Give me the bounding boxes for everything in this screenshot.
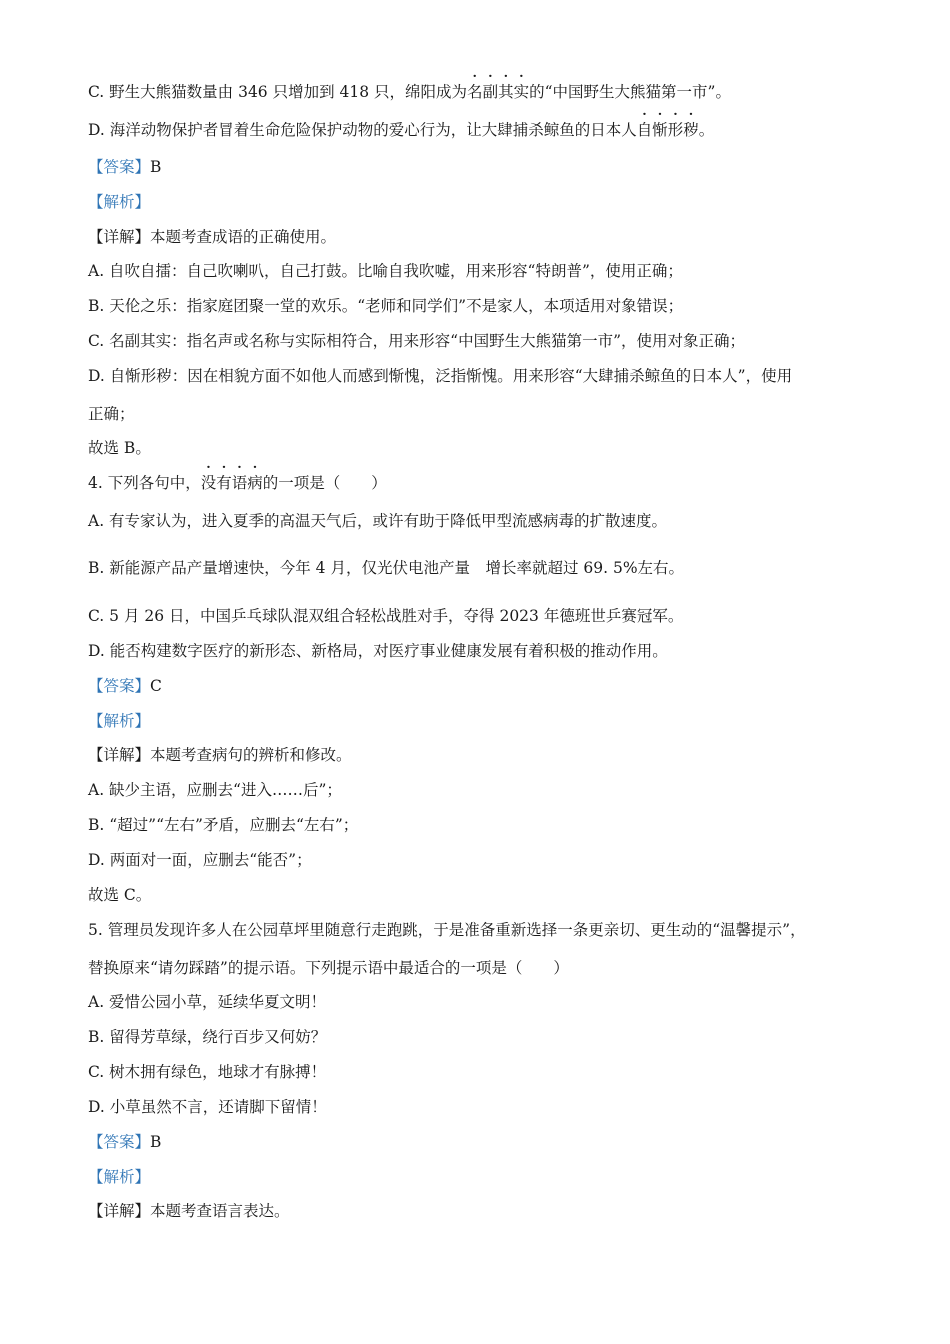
option-line: A. 爱惜公园小草，延续华夏文明！: [88, 993, 327, 1011]
detail-line: 正确；: [88, 405, 135, 423]
dotted-char: 实: [513, 83, 530, 101]
detail-heading: 【详解】本题考查语言表达。: [88, 1202, 290, 1220]
detail-line: A. 自吹自擂：自己吹喇叭，自己打鼓。比喻自我吹嘘，用来形容“特朗普”，使用正确；: [88, 262, 683, 280]
option-line: C. 树木拥有绿色，地球才有脉搏！: [88, 1063, 327, 1081]
option-line: A. 有专家认为，进入夏季的高温天气后，或许有助于降低甲型流感病毒的扩散速度。: [88, 512, 668, 530]
option-line: D. 小草虽然不言，还请脚下留情！: [88, 1098, 327, 1116]
option-d-line: D. 海洋动物保护者冒着生命危险保护动物的爱心行为，让大肆捕杀鲸鱼的日本人自惭形秽。: [88, 121, 715, 139]
option-line: B. 新能源产品产量增速快，今年 4 月，仅光伏电池产量 增长率就超过 69. 5%左右。: [88, 559, 685, 577]
dotted-char: 没: [200, 474, 217, 492]
option-line: C. 5 月 26 日，中国乒乓球队混双组合轻松战胜对手，夺得 2023 年德班世乒赛冠军。: [88, 607, 684, 625]
answer-label: 【答案】C: [88, 677, 162, 695]
question-4: 4. 下列各句中，没有语病的一项是（ ）: [88, 474, 387, 492]
dotted-emphasis: [637, 121, 699, 139]
dotted-char: 惭: [652, 121, 668, 139]
option-line: B. 留得芳草绿，绕行百步又何妨？: [88, 1028, 327, 1046]
detail-line: A. 缺少主语，应删去“进入……后”；: [88, 781, 342, 799]
dotted-emphasis: [467, 83, 529, 101]
dotted-emphasis: [201, 474, 263, 492]
conclusion-line: 故选 C。: [88, 886, 152, 904]
option-c-line: C. 野生大熊猫数量由 346 只增加到 418 只，绵阳成为名副其实的“中国野生大熊猫第一市”。: [88, 83, 731, 101]
answer-label: 【答案】B: [88, 158, 162, 176]
detail-line: B. “超过”“左右”矛盾，应删去“左右”；: [88, 816, 359, 834]
answer-label: 【答案】B: [88, 1133, 162, 1151]
dotted-char: 其: [498, 83, 514, 101]
dotted-char: 有: [216, 474, 232, 492]
detail-line: D. 两面对一面，应删去“能否”；: [88, 851, 312, 869]
dotted-char: 副: [482, 83, 499, 101]
dotted-char: 病: [247, 474, 263, 492]
conclusion-line: 故选 B。: [88, 439, 151, 457]
dotted-char: 自: [636, 121, 653, 139]
detail-line: C. 名副其实：指名声或名称与实际相符合，用来形容“中国野生大熊猫第一市”，使用对象正确；: [88, 332, 746, 350]
detail-heading: 【详解】本题考查成语的正确使用。: [88, 228, 337, 246]
analysis-label: 【解析】: [88, 193, 151, 211]
analysis-label: 【解析】: [88, 1168, 151, 1186]
dotted-char: 语: [231, 474, 248, 492]
option-line: D. 能否构建数字医疗的新形态、新格局，对医疗事业健康发展有着积极的推动作用。: [88, 642, 668, 660]
question-5-cont: 替换原来“请勿踩踏”的提示语。下列提示语中最适合的一项是（ ）: [88, 959, 569, 977]
detail-line: B. 天伦之乐：指家庭团聚一堂的欢乐。“老师和同学们”不是家人，本项适用对象错误；: [88, 297, 684, 315]
dotted-char: 形: [667, 121, 684, 139]
analysis-label: 【解析】: [88, 712, 151, 730]
detail-heading: 【详解】本题考查病句的辨析和修改。: [88, 746, 352, 764]
dotted-char: 名: [467, 83, 483, 101]
question-5: 5. 管理员发现许多人在公园草坪里随意行走跑跳，于是准备重新选择一条更亲切、更生动的“温馨提示”，: [88, 921, 806, 939]
dotted-char: 秽: [683, 121, 699, 139]
detail-line: D. 自惭形秽：因在相貌方面不如他人而感到惭愧，泛指惭愧。用来形容“大肆捕杀鲸鱼的日本人”，使用: [88, 367, 793, 385]
